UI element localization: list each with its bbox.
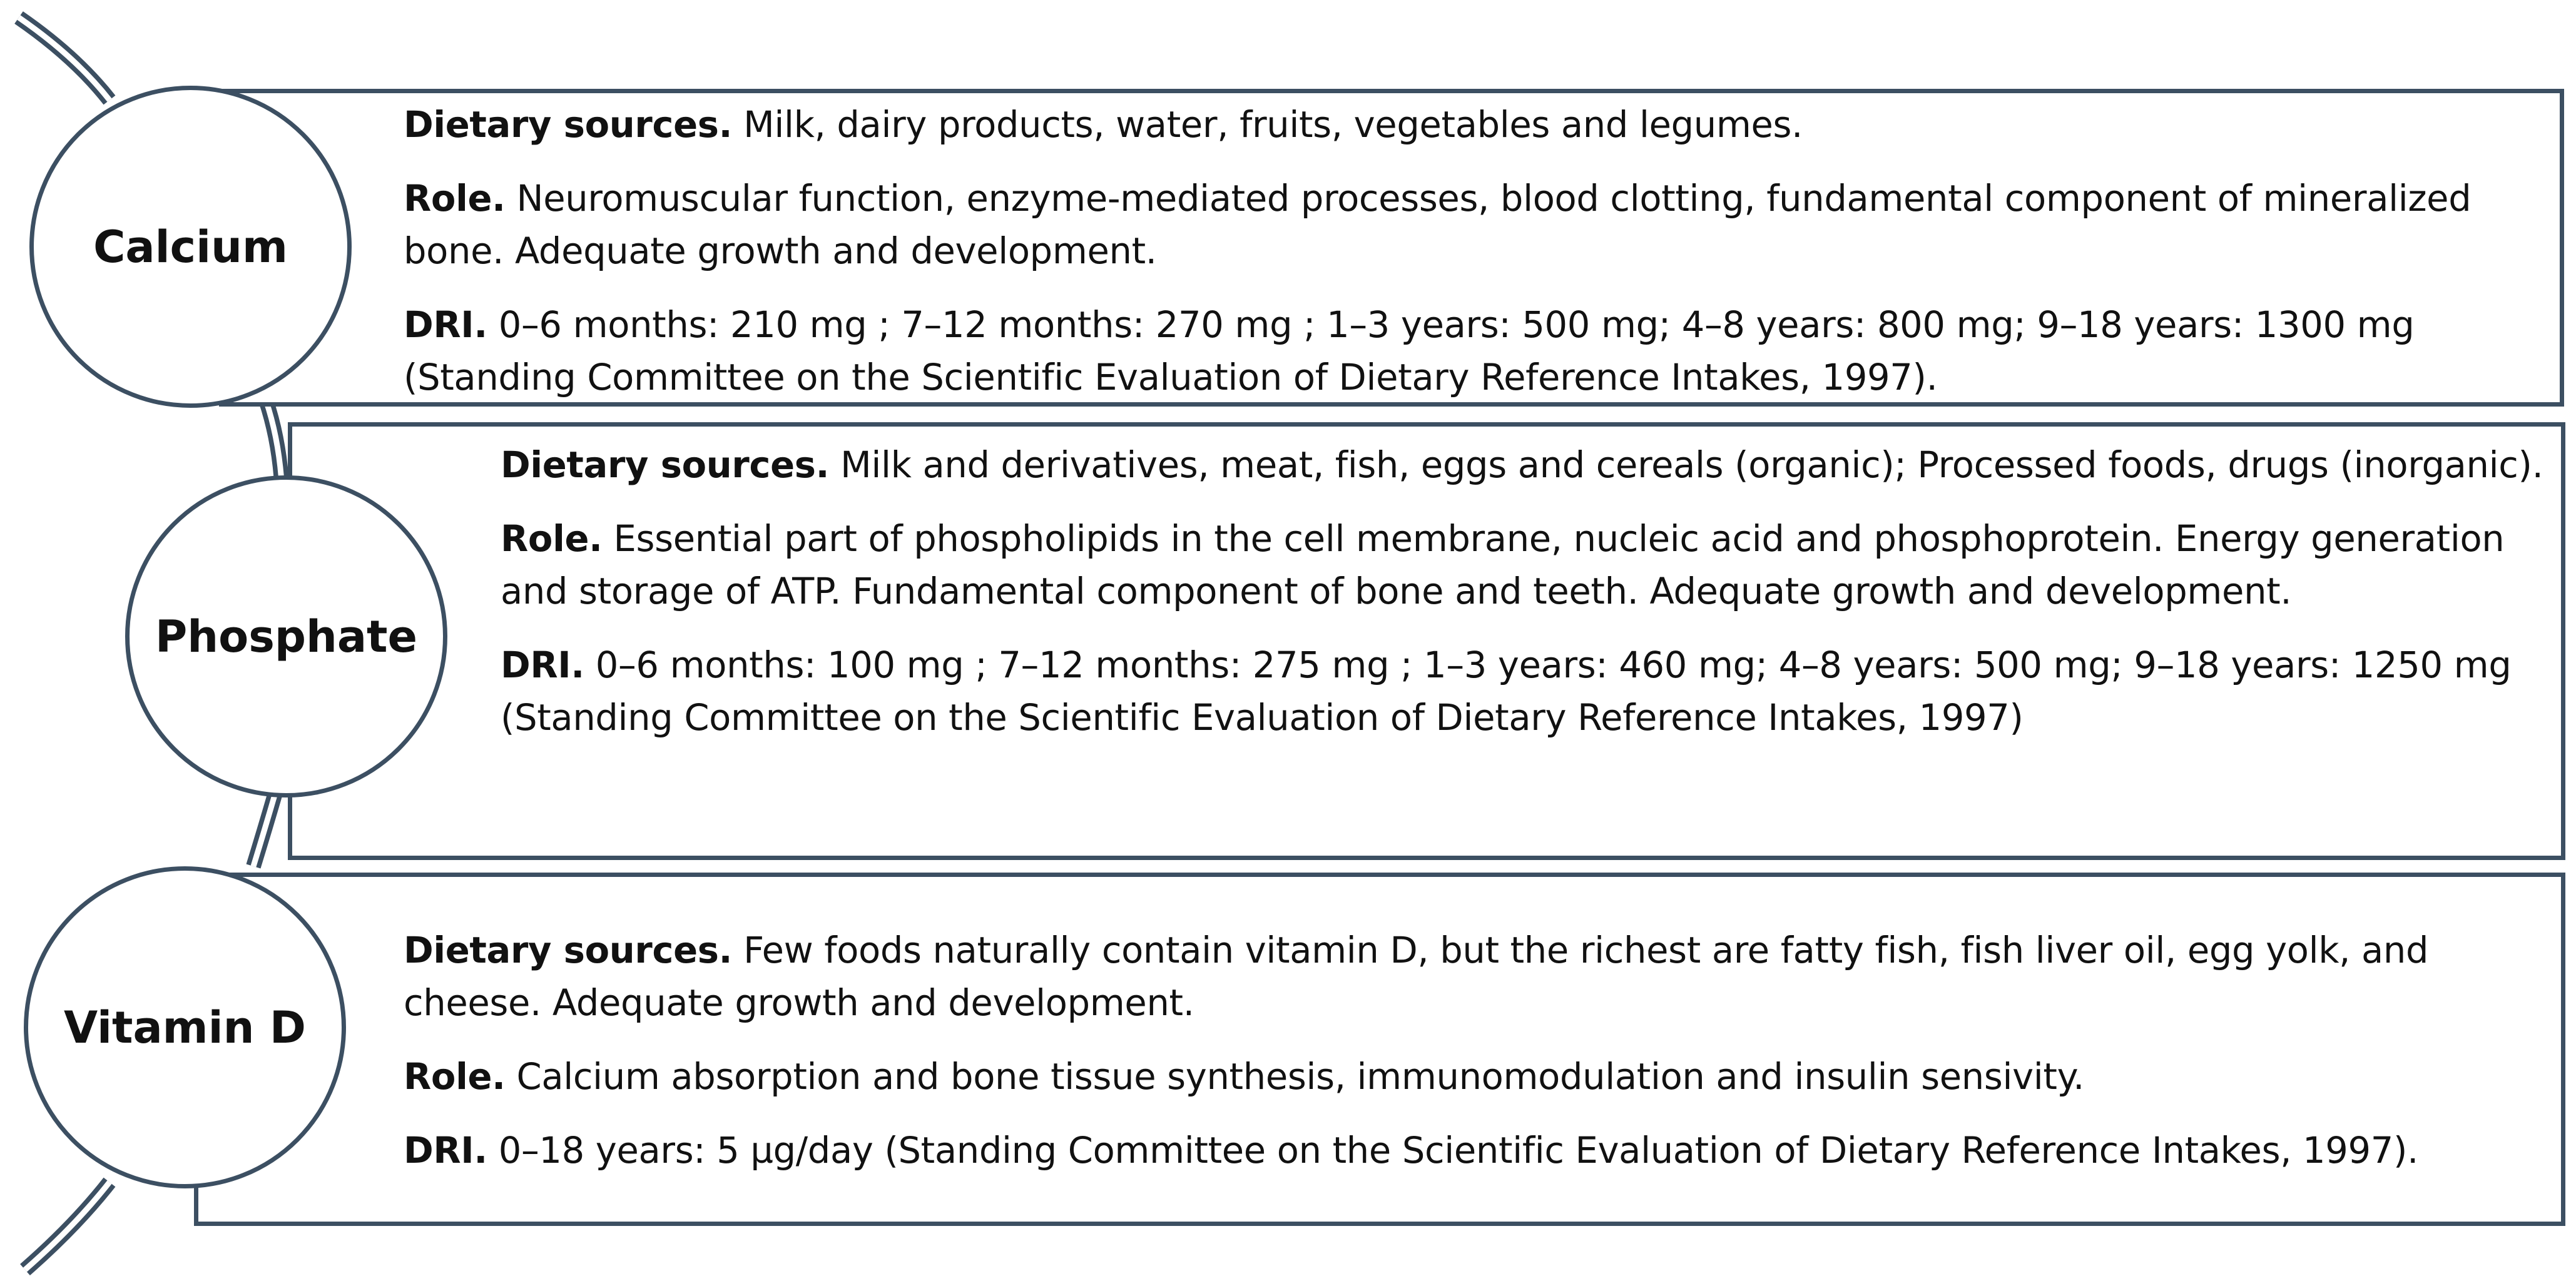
phosphate-sources bbox=[501, 439, 2559, 492]
phosphate-dri-label: DRI. bbox=[501, 644, 584, 686]
phosphate-role-label: Role. bbox=[501, 518, 603, 560]
phosphate-role-text: Essential part of phospholipids in the cell membrane, nucleic acid and phosphoprotein. Energy generation and storage of ATP. Fundamental component of bone and teeth. Adequate growth and development. bbox=[501, 518, 2505, 612]
vitamin-d-circle bbox=[24, 866, 346, 1188]
calcium-name: Calcium bbox=[93, 221, 288, 273]
phosphate-details bbox=[501, 439, 2559, 766]
vitamin-d-dri-text: 0–18 years: 5 µg/day (Standing Committee on the Scientific Evaluation of Dietary Reference Intakes, 1997). bbox=[498, 1130, 2418, 1172]
calcium-role-text: Neuromuscular function, enzyme-mediated processes, blood clotting, fundamental component of mineralized bone. Adequate growth and development. bbox=[404, 178, 2472, 272]
phosphate-dri-text: 0–6 months: 100 mg ; 7–12 months: 275 mg ; 1–3 years: 460 mg; 4–8 years: 500 mg; 9–18 years: 1250 mg (Standing Committee on the Scientific Evaluation of Dietary Reference Intakes, 1997) bbox=[501, 644, 2512, 739]
calcium-role bbox=[404, 173, 2543, 278]
vitamin-d-role-label: Role. bbox=[404, 1056, 506, 1098]
calcium-sources bbox=[404, 99, 2543, 151]
phosphate-sources-text: Milk and derivatives, meat, fish, eggs and cereals (organic); Processed foods, drugs (inorganic). bbox=[840, 444, 2543, 486]
vitamin-d-dri bbox=[404, 1125, 2550, 1177]
calcium-sources-text: Milk, dairy products, water, fruits, vegetables and legumes. bbox=[743, 104, 1803, 146]
phosphate-role bbox=[501, 513, 2559, 618]
vitamin-d-dri-label: DRI. bbox=[404, 1130, 487, 1172]
vitamin-d-details bbox=[404, 924, 2550, 1198]
vitamin-d-sources-label: Dietary sources. bbox=[404, 929, 733, 971]
phosphate-circle bbox=[125, 475, 447, 797]
vitamin-d-role bbox=[404, 1051, 2550, 1103]
phosphate-dri bbox=[501, 639, 2559, 744]
calcium-dri-label: DRI. bbox=[404, 304, 487, 346]
vitamin-d-role-text: Calcium absorption and bone tissue synthesis, immunomodulation and insulin sensivity. bbox=[516, 1056, 2085, 1098]
vitamin-d-name: Vitamin D bbox=[64, 1001, 306, 1053]
vitamin-d-sources-text: Few foods naturally contain vitamin D, but the richest are fatty fish, fish liver oil, egg yolk, and cheese. Adequate growth and development. bbox=[404, 929, 2429, 1024]
calcium-sources-label: Dietary sources. bbox=[404, 104, 733, 146]
calcium-role-label: Role. bbox=[404, 178, 506, 220]
calcium-circle bbox=[29, 86, 352, 408]
vitamin-d-sources bbox=[404, 924, 2550, 1030]
calcium-dri bbox=[404, 299, 2543, 404]
calcium-details bbox=[404, 99, 2543, 425]
phosphate-sources-label: Dietary sources. bbox=[501, 444, 830, 486]
phosphate-name: Phosphate bbox=[155, 610, 417, 662]
calcium-dri-text: 0–6 months: 210 mg ; 7–12 months: 270 mg ; 1–3 years: 500 mg; 4–8 years: 800 mg; 9–18 years: 1300 mg (Standing Committee on the Scientific Evaluation of Dietary Reference Intakes, 1997). bbox=[404, 304, 2415, 398]
